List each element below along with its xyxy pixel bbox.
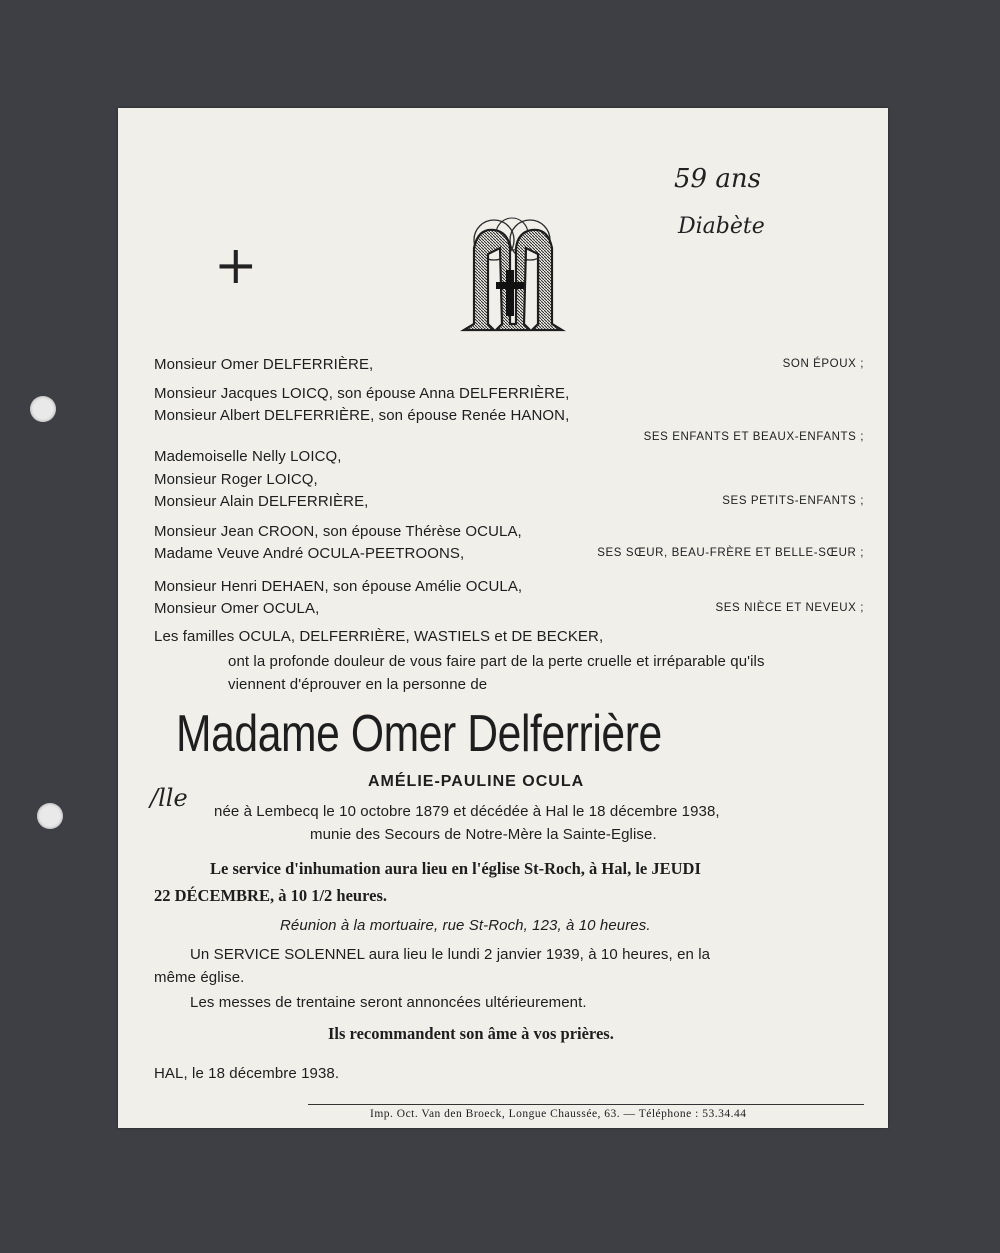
reunion-line: Réunion à la mortuaire, rue St-Roch, 123, à 10 heures. [280, 917, 651, 934]
deceased-name: Madame Omer Delferrière [176, 705, 662, 763]
family-line-7: Monsieur Jean CROON, son épouse Thérèse OCULA, [154, 523, 522, 540]
service-line-1: Le service d'inhumation aura lieu en l'église St-Roch, à Hal, le JEUDI [210, 859, 701, 878]
prayers-line: Ils recommandent son âme à vos prières. [328, 1024, 614, 1043]
deceased-dates: née à Lembecq le 10 octobre 1879 et décédée à Hal le 18 décembre 1938, [214, 803, 720, 820]
role-children: SES ENFANTS ET BEAUX-ENFANTS ; [643, 431, 864, 443]
funeral-notice-card [118, 108, 888, 1128]
handwritten-age-note: 59 ans [674, 164, 761, 194]
family-line-11: Les familles OCULA, DELFERRIÈRE, WASTIELS et DE BECKER, [154, 628, 604, 645]
family-line-4: Mademoiselle Nelly LOICQ, [154, 448, 342, 465]
role-niece-nephews: SES NIÈCE ET NEVEUX ; [715, 602, 864, 614]
handwritten-cause-note: Diabète [678, 214, 765, 239]
announcement-line-2: viennent d'éprouver en la personne de [228, 676, 488, 693]
printer-line: Imp. Oct. Van den Broeck, Longue Chaussée, 63. — Téléphone : 53.34.44 [370, 1108, 747, 1120]
role-siblings: SES SŒUR, BEAU-FRÈRE ET BELLE-SŒUR ; [597, 547, 864, 559]
family-line-9: Monsieur Henri DEHAEN, son épouse Amélie OCULA, [154, 578, 523, 595]
deceased-birth-name: AMÉLIE-PAULINE OCULA [368, 773, 585, 790]
family-line-2: Monsieur Jacques LOICQ, son épouse Anna DELFERRIÈRE, [154, 385, 570, 402]
monogram-cross-emblem [454, 214, 570, 338]
service-line-2: 22 DÉCEMBRE, à 10 1/2 heures. [154, 886, 387, 905]
role-grandchildren: SES PETITS-ENFANTS ; [722, 495, 864, 507]
deceased-sacraments: munie des Secours de Notre-Mère la Sainte-Eglise. [310, 826, 657, 843]
family-line-6: Monsieur Alain DELFERRIÈRE, [154, 493, 369, 510]
binder-hole-top [30, 396, 56, 422]
role-spouse: SON ÉPOUX ; [782, 358, 864, 370]
handwritten-margin-mark: /lle [150, 784, 188, 812]
family-line-5: Monsieur Roger LOICQ, [154, 471, 318, 488]
solemn-line-1: Un SERVICE SOLENNEL aura lieu le lundi 2 janvier 1939, à 10 heures, en la [190, 946, 711, 963]
footer-rule [308, 1104, 864, 1105]
solemn-line-2: même église. [154, 969, 245, 986]
announcement-line-1: ont la profonde douleur de vous faire part de la perte cruelle et irréparable qu'ils [228, 653, 765, 670]
place-date: HAL, le 18 décembre 1938. [154, 1065, 340, 1082]
family-line-1: Monsieur Omer DELFERRIÈRE, [154, 356, 374, 373]
family-line-8: Madame Veuve André OCULA-PEETROONS, [154, 545, 465, 562]
family-line-3: Monsieur Albert DELFERRIÈRE, son épouse Renée HANON, [154, 407, 570, 424]
handwritten-cross: + [214, 236, 258, 296]
binder-hole-bottom [37, 803, 63, 829]
family-line-10: Monsieur Omer OCULA, [154, 600, 320, 617]
masses-line: Les messes de trentaine seront annoncées ultérieurement. [190, 994, 587, 1011]
